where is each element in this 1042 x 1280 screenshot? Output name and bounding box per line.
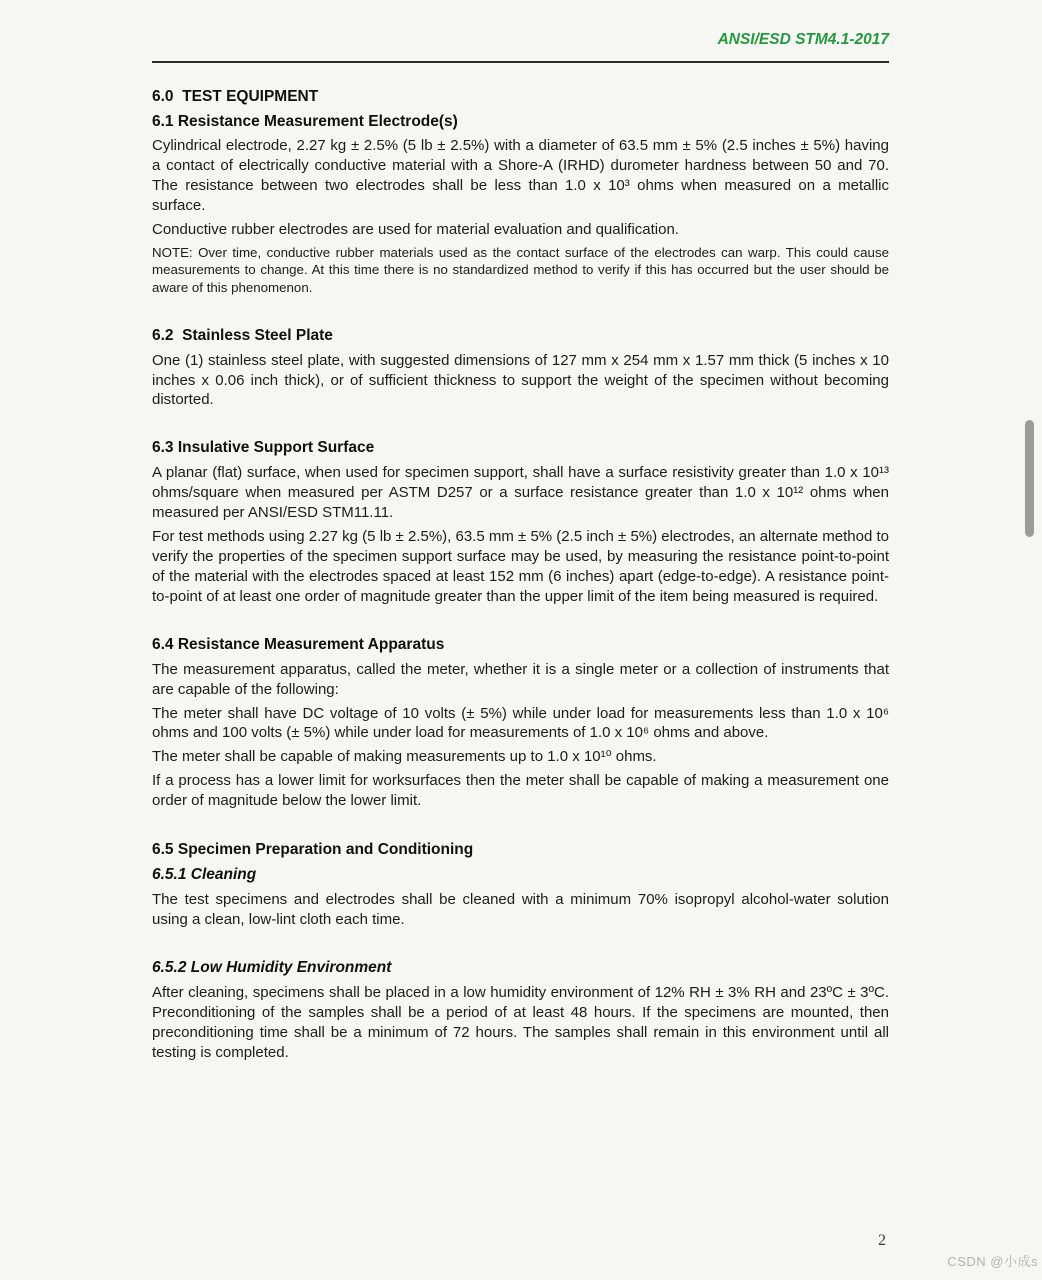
section-heading-6-3: 6.3 Insulative Support Surface	[152, 439, 375, 457]
paragraph-6-3-1: A planar (flat) surface, when used for specimen support, shall have a surface resistivity greater than 1.0 x 10¹³ ohms/square when measured per ASTM D257 or a surface resistance greater than 1.0 x 10¹² ohms when measured per ANSI/ESD STM11.11.	[152, 464, 889, 522]
paragraph-6-1-1: Cylindrical electrode, 2.27 kg ± 2.5% (5 lb ± 2.5%) with a diameter of 63.5 mm ± 5% (2.5 inches ± 5%) having a contact of electrically conductive material with a Shore-A (IRHD) durometer hardness between 50 and 70. The resistance between two electrodes shall be less than 1.0 x 10³ ohms when measured on a metallic surface.	[152, 137, 889, 214]
document-page	[152, 0, 889, 1062]
paragraph-6-5-1-1: The test specimens and electrodes shall be cleaned with a minimum 70% isopropyl alcohol-water solution using a clean, low-lint cloth each time.	[152, 891, 889, 928]
paragraph-6-1-2: Conductive rubber electrodes are used for material evaluation and qualification.	[152, 220, 679, 238]
scrollbar-thumb[interactable]	[1025, 420, 1034, 537]
paragraph-6-2-1: One (1) stainless steel plate, with suggested dimensions of 127 mm x 254 mm x 1.57 mm thick (5 inches x 10 inches x 0.06 inch thick), or of sufficient thickness to support the weight of the specimen without becoming distorted.	[152, 351, 889, 409]
section-heading-6-5-2: 6.5.2 Low Humidity Environment	[152, 958, 392, 976]
page-header	[152, 0, 889, 49]
section-heading-6-1: 6.1 Resistance Measurement Electrode(s)	[152, 113, 458, 130]
paragraph-6-5-2-1: After cleaning, specimens shall be placed in a low humidity environment of 12% RH ± 3% RH and 23ºC ± 3ºC. Preconditioning of the samples shall be a period of at least 48 hours. If the specimens are mounted, then preconditioning time shall be a minimum of 72 hours. The samples shall remain in this environment until all testing is completed.	[152, 983, 889, 1061]
paragraph-6-4-2: The meter shall have DC voltage of 10 volts (± 5%) while under load for measurements less than 1.0 x 10⁶ ohms and 100 volts (± 5%) while under load for measurements of 1.0 x 10⁶ ohms and above.	[152, 704, 889, 742]
standard-title: ANSI/ESD STM4.1-2017	[717, 31, 889, 48]
section-heading-6-2: 6.2 Stainless Steel Plate	[152, 326, 333, 344]
note-paragraph-6-1: NOTE: Over time, conductive rubber materials used as the contact surface of the electrodes can warp. This could cause measurements to change. At this time there is no standardized method to verify if this has occurred but the user should be aware of this phenomenon.	[152, 244, 889, 295]
section-heading-6-4: 6.4 Resistance Measurement Apparatus	[152, 635, 445, 653]
paragraph-6-4-3: The meter shall be capable of making measurements up to 1.0 x 10¹⁰ ohms.	[152, 748, 657, 766]
paragraph-6-3-2: For test methods using 2.27 kg (5 lb ± 2.5%), 63.5 mm ± 5% (2.5 inch ± 5%) electrodes, an alternate method to verify the properties of the specimen support surface may be used, by measuring the resistance point-to-point of the material with the electrodes spaced at least 152 mm (6 inches) apart (edge-to-edge). A resistance point-to-point of at least one order of magnitude greater than the upper limit of the item being measured is required.	[152, 528, 889, 605]
watermark: CSDN @小成s	[947, 1254, 1038, 1269]
section-heading-6-5-1: 6.5.1 Cleaning	[152, 866, 257, 884]
section-heading-6-5: 6.5 Specimen Preparation and Conditioning	[152, 841, 474, 859]
paragraph-6-4-4: If a process has a lower limit for worksurfaces then the meter shall be capable of making a measurement one order of magnitude below the lower limit.	[152, 772, 889, 810]
paragraph-6-4-1: The measurement apparatus, called the meter, whether it is a single meter or a collection of instruments that are capable of the following:	[152, 660, 889, 698]
section-heading-6-0: 6.0 TEST EQUIPMENT	[152, 88, 319, 105]
header-rule	[152, 61, 889, 63]
page-number: 2	[878, 1232, 886, 1249]
